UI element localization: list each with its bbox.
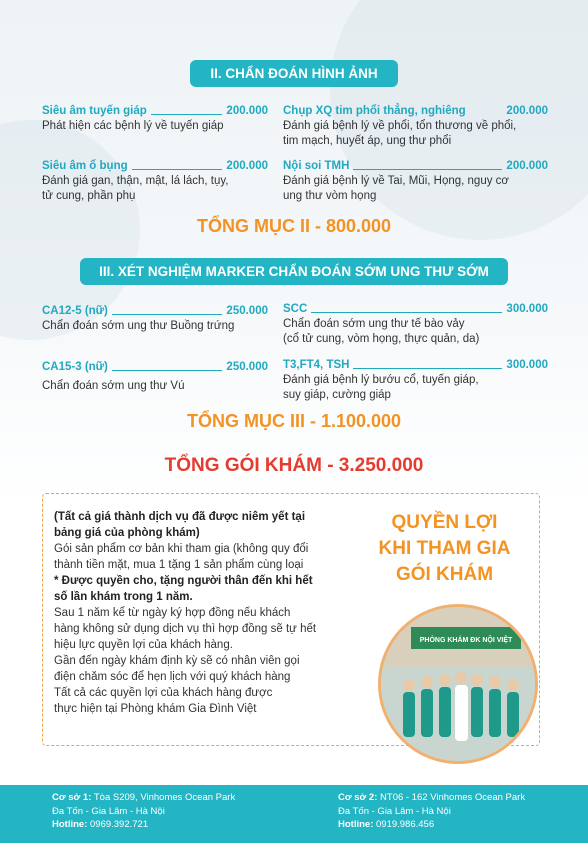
photo-sign: PHÒNG KHÁM ĐK NỘI VIỆT (419, 637, 513, 644)
hotline-1: 0969.392.721 (90, 819, 149, 830)
marker-item (283, 358, 548, 403)
marker-desc: Chẩn đoán sớm ung thư tế bào vảy (283, 318, 465, 330)
service-name: Siêu âm ổ bụng (42, 160, 128, 172)
marker-desc: Chẩn đoán sớm ung thư Buồng trứng (42, 320, 235, 332)
service-item (42, 104, 268, 134)
marker-desc: (cổ tử cung, vòm họng, thực quản, da) (283, 333, 480, 345)
marker-name: SCC (283, 303, 308, 315)
service-item (42, 159, 268, 204)
marker-name: T3,FT4, TSH (283, 359, 350, 371)
marker-name: CA15-3 (nữ) (42, 361, 108, 373)
footer (0, 785, 588, 843)
benefit-line: Gần đến ngày khám định kỳ sẽ có nhân viên gọi (54, 655, 300, 667)
hotline-2: 0919.986.456 (376, 819, 435, 830)
marker-item (283, 302, 548, 347)
branch-2: Cơ sở 2: NT06 - 162 Vinhomes Ocean Park Đa Tốn - Gia Lâm - Hà Nội Hotline: 0919.986.456 (338, 792, 526, 830)
service-desc: tử cung, phần phụ (42, 190, 136, 202)
marker-name: CA12-5 (nữ) (42, 305, 108, 317)
benefit-line: hiệu lực quyền lợi của khách hàng. (54, 639, 233, 651)
benefit-line: số lần khám trong 1 năm. (54, 591, 193, 603)
service-desc: Đánh giá bệnh lý về phổi, tổn thương về phổi, (283, 120, 517, 132)
marker-item (42, 360, 268, 394)
service-desc: Phát hiện các bệnh lý về tuyến giáp (42, 120, 224, 132)
benefit-line: Gói sản phẩm cơ bản khi tham gia (không quy đổi (54, 543, 309, 555)
marker-price: 300.000 (506, 359, 548, 371)
section-2-title: II. CHẨN ĐOÁN HÌNH ẢNH (190, 60, 398, 87)
branch-1: Cơ sở 1: Tòa S209, Vinhomes Ocean Park Đa Tốn - Gia Lâm - Hà Nội Hotline: 0969.392.721 (52, 792, 236, 830)
section-2-total: TỔNG MỤC II - 800.000 (196, 216, 392, 236)
service-price: 200.000 (506, 160, 548, 172)
benefits-title: QUYỀN LỢI KHI THAM GIA GÓI KHÁM (378, 512, 511, 585)
service-price: 200.000 (506, 105, 548, 117)
marker-desc: suy giáp, cường giáp (283, 389, 391, 401)
service-name: Nội soi TMH (283, 160, 350, 172)
section-3-title: III. XÉT NGHIỆM MARKER CHẨN ĐOÁN SỚM UNG THƯ SỚM (80, 258, 508, 285)
service-item (283, 159, 548, 204)
benefits-text (54, 509, 354, 717)
benefit-line: bảng giá của phòng khám) (54, 527, 200, 539)
benefit-line: Tất cả các quyền lợi của khách hàng được (54, 687, 273, 699)
marker-price: 250.000 (226, 305, 268, 317)
marker-price: 300.000 (506, 303, 548, 315)
section-3-total: TỔNG MỤC III - 1.100.000 (186, 411, 402, 431)
grand-total: TỔNG GÓI KHÁM - 3.250.000 (164, 455, 424, 476)
service-price: 200.000 (226, 160, 268, 172)
service-name: Siêu âm tuyến giáp (42, 105, 147, 117)
service-desc: Đánh giá gan, thận, mật, lá lách, tụy, (42, 175, 229, 187)
service-price: 200.000 (226, 105, 268, 117)
marker-price: 250.000 (226, 361, 268, 373)
benefit-line: thành tiền mặt, mua 1 tặng 1 sản phẩm cùng loại (54, 559, 304, 571)
marker-item (42, 304, 268, 334)
benefit-line: hàng không sử dụng dịch vụ thì hợp đồng sẽ tự hết (54, 623, 317, 635)
service-desc: Đánh giá bệnh lý về Tai, Mũi, Họng, nguy cơ (283, 175, 509, 187)
benefit-line: * Được quyền cho, tặng người thân đến khi hết (54, 575, 313, 587)
service-desc: ung thư vòm họng (283, 190, 377, 202)
benefit-line: (Tất cả giá thành dịch vụ đã được niêm yết tại (54, 511, 306, 523)
service-name: Chụp XQ tim phổi thẳng, nghiêng (283, 105, 466, 117)
marker-desc: Đánh giá bệnh lý bướu cổ, tuyến giáp, (283, 374, 479, 386)
staff-photo (378, 604, 538, 764)
benefit-line: điện chăm sóc để hẹn lịch với quý khách hàng (54, 671, 291, 683)
benefit-line: Sau 1 năm kể từ ngày ký hợp đồng nếu khách (54, 607, 291, 619)
service-desc: tim mạch, huyết áp, ung thư phổi (283, 135, 452, 147)
marker-desc: Chẩn đoán sớm ung thư Vú (42, 380, 185, 392)
service-item (283, 104, 548, 149)
benefit-line: thực hiện tại Phòng khám Gia Đình Việt (54, 703, 257, 715)
